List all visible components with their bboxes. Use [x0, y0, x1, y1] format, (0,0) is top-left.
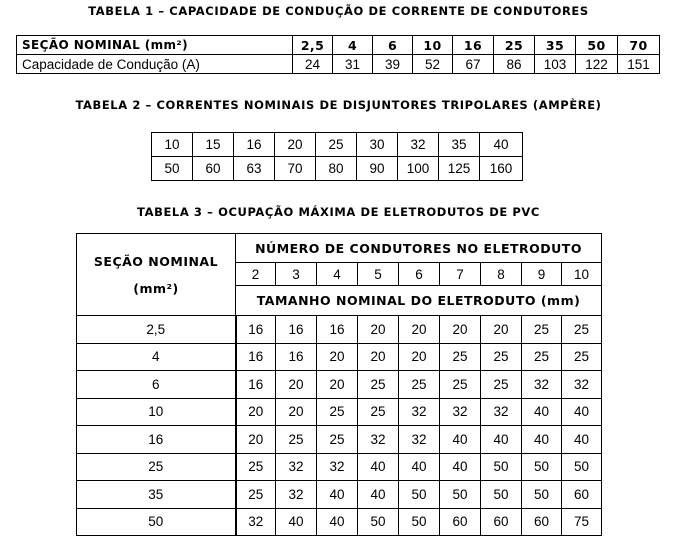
table-cell: 16	[234, 133, 275, 157]
table-cell: 50	[481, 453, 522, 481]
table-cell: 16	[453, 36, 494, 55]
table-cell: 40	[481, 426, 522, 454]
table-cell: 6	[399, 263, 440, 286]
table-cell: 20	[440, 316, 481, 344]
table-cell: 32	[276, 481, 317, 509]
table-row	[77, 234, 602, 263]
table-row	[17, 36, 660, 55]
table-cell: 25	[358, 398, 399, 426]
table-row	[77, 426, 602, 454]
table-cell: 32	[398, 133, 439, 157]
section-header-line2: (mm²)	[133, 280, 179, 296]
table-cell: 16	[317, 316, 358, 344]
table-cell: 9	[522, 263, 562, 286]
table-cell: 10	[152, 133, 193, 157]
table-row	[17, 55, 660, 74]
table-cell: 20	[317, 371, 358, 399]
table-cell: 40	[358, 481, 399, 509]
table-cell: 122	[576, 55, 618, 74]
table-cell: 32	[358, 426, 399, 454]
table-cell: 70	[275, 157, 316, 181]
table-cell: 151	[618, 55, 660, 74]
table-cell: 40	[440, 426, 481, 454]
table-cell: 50	[77, 508, 236, 536]
table-cell: 40	[440, 453, 481, 481]
table-cell: 40	[317, 481, 358, 509]
table-cell: 35	[77, 481, 236, 509]
table-cell: 50	[399, 481, 440, 509]
conduit-size-header: TAMANHO NOMINAL DO ELETRODUTO (mm)	[236, 286, 602, 316]
table-cell: 50	[481, 481, 522, 509]
table2-title: TABELA 2 – CORRENTES NOMINAIS DE DISJUNTORES TRIPOLARES (AMPÈRE)	[75, 98, 602, 112]
table-cell: 40	[522, 426, 562, 454]
table-row	[77, 371, 602, 399]
table-cell: 20	[399, 316, 440, 344]
table-cell: 40	[562, 398, 602, 426]
table-cell: 25	[317, 426, 358, 454]
table-cell: 40	[399, 453, 440, 481]
table-cell: 7	[440, 263, 481, 286]
table-cell: 4	[317, 263, 358, 286]
table-cell: 20	[276, 398, 317, 426]
table-cell: 80	[316, 157, 357, 181]
table-cell: 20	[399, 343, 440, 371]
section-header-cell	[77, 234, 236, 316]
table-cell: 10	[77, 398, 236, 426]
table-cell: 20	[276, 371, 317, 399]
table-cell: 20	[317, 343, 358, 371]
table-cell: 50	[440, 481, 481, 509]
section-header-label: SEÇÃO NOMINAL (mm²)	[17, 36, 293, 55]
table-cell: 25	[522, 316, 562, 344]
table-cell: 5	[358, 263, 399, 286]
table-cell: 25	[236, 453, 276, 481]
table-cell: 31	[333, 55, 373, 74]
table-cell: 125	[439, 157, 480, 181]
table-cell: 20	[481, 316, 522, 344]
table-cell: 40	[480, 133, 523, 157]
table-row	[152, 133, 523, 157]
table-cell: 60	[193, 157, 234, 181]
table-cell: 2,5	[77, 316, 236, 344]
table-cell: 35	[535, 36, 576, 55]
table-cell: 40	[522, 398, 562, 426]
table-cell: 50	[522, 481, 562, 509]
table-cell: 10	[562, 263, 602, 286]
table-cell: 50	[522, 453, 562, 481]
table-cell: 32	[562, 371, 602, 399]
table-cell: 8	[481, 263, 522, 286]
table-cell: 70	[618, 36, 660, 55]
table-cell: 25	[481, 371, 522, 399]
table-cell: 32	[481, 398, 522, 426]
table-cell: 103	[535, 55, 576, 74]
table-cell: 32	[236, 508, 276, 536]
table-cell: 25	[236, 481, 276, 509]
table-cell: 20	[358, 316, 399, 344]
capacity-row-label: Capacidade de Condução (A)	[17, 55, 293, 74]
table-cell: 50	[152, 157, 193, 181]
table-cell: 20	[275, 133, 316, 157]
table-cell: 52	[413, 55, 453, 74]
conduit-occupancy-table	[76, 233, 602, 536]
table-row	[77, 398, 602, 426]
table-cell: 86	[494, 55, 535, 74]
table-cell: 16	[236, 343, 276, 371]
table-cell: 67	[453, 55, 494, 74]
table-cell: 39	[373, 55, 413, 74]
table-cell: 75	[562, 508, 602, 536]
table-cell: 16	[276, 343, 317, 371]
table-cell: 32	[440, 398, 481, 426]
table-cell: 15	[193, 133, 234, 157]
breaker-currents-table	[151, 132, 523, 181]
table-cell: 25	[562, 343, 602, 371]
table-cell: 40	[317, 508, 358, 536]
table-cell: 60	[522, 508, 562, 536]
table-cell: 6	[77, 371, 236, 399]
table-cell: 32	[276, 453, 317, 481]
table-cell: 25	[481, 343, 522, 371]
table-cell: 16	[236, 371, 276, 399]
table-cell: 40	[562, 426, 602, 454]
table-cell: 160	[480, 157, 523, 181]
table-cell: 3	[276, 263, 317, 286]
table-cell: 40	[358, 453, 399, 481]
table-cell: 25	[440, 343, 481, 371]
table-cell: 16	[77, 426, 236, 454]
table-cell: 20	[236, 398, 276, 426]
table-cell: 6	[373, 36, 413, 55]
table-cell: 25	[317, 398, 358, 426]
table-cell: 25	[562, 316, 602, 344]
table-cell: 2,5	[293, 36, 333, 55]
table-cell: 40	[276, 508, 317, 536]
table-row	[77, 481, 602, 509]
table-cell: 50	[576, 36, 618, 55]
table-cell: 63	[234, 157, 275, 181]
table-cell: 10	[413, 36, 453, 55]
table-cell: 60	[481, 508, 522, 536]
table-cell: 50	[562, 453, 602, 481]
table-row	[77, 508, 602, 536]
table-cell: 32	[522, 371, 562, 399]
table-cell: 50	[399, 508, 440, 536]
table-cell: 16	[236, 316, 276, 344]
table-cell: 25	[399, 371, 440, 399]
table-cell: 24	[293, 55, 333, 74]
table-cell: 25	[77, 453, 236, 481]
table-cell: 25	[276, 426, 317, 454]
table-cell: 50	[358, 508, 399, 536]
table1-title: TABELA 1 – CAPACIDADE DE CONDUÇÃO DE CORRENTE DE CONDUTORES	[88, 4, 589, 18]
conductor-capacity-table	[16, 35, 660, 74]
table-cell: 60	[562, 481, 602, 509]
table-cell: 32	[399, 426, 440, 454]
table-cell: 32	[317, 453, 358, 481]
table-cell: 35	[439, 133, 480, 157]
table-cell: 100	[398, 157, 439, 181]
table-cell: 4	[77, 343, 236, 371]
table-cell: 25	[316, 133, 357, 157]
table-cell: 16	[276, 316, 317, 344]
table-cell: 25	[440, 371, 481, 399]
table3-title: TABELA 3 – OCUPAÇÃO MÁXIMA DE ELETRODUTOS DE PVC	[137, 205, 540, 219]
table-cell: 20	[236, 426, 276, 454]
table-cell: 25	[522, 343, 562, 371]
section-header-line1: SEÇÃO NOMINAL	[93, 253, 219, 269]
table-cell: 25	[358, 371, 399, 399]
table-cell: 30	[357, 133, 398, 157]
table-row	[77, 316, 602, 344]
table-row	[77, 343, 602, 371]
table-cell: 25	[494, 36, 535, 55]
table-cell: 2	[236, 263, 276, 286]
table-cell: 60	[440, 508, 481, 536]
table-row	[77, 453, 602, 481]
table-cell: 32	[399, 398, 440, 426]
table-row	[152, 157, 523, 181]
table-cell: 90	[357, 157, 398, 181]
conductor-count-header: NÚMERO DE CONDUTORES NO ELETRODUTO	[236, 234, 602, 263]
table-cell: 20	[358, 343, 399, 371]
table-cell: 4	[333, 36, 373, 55]
